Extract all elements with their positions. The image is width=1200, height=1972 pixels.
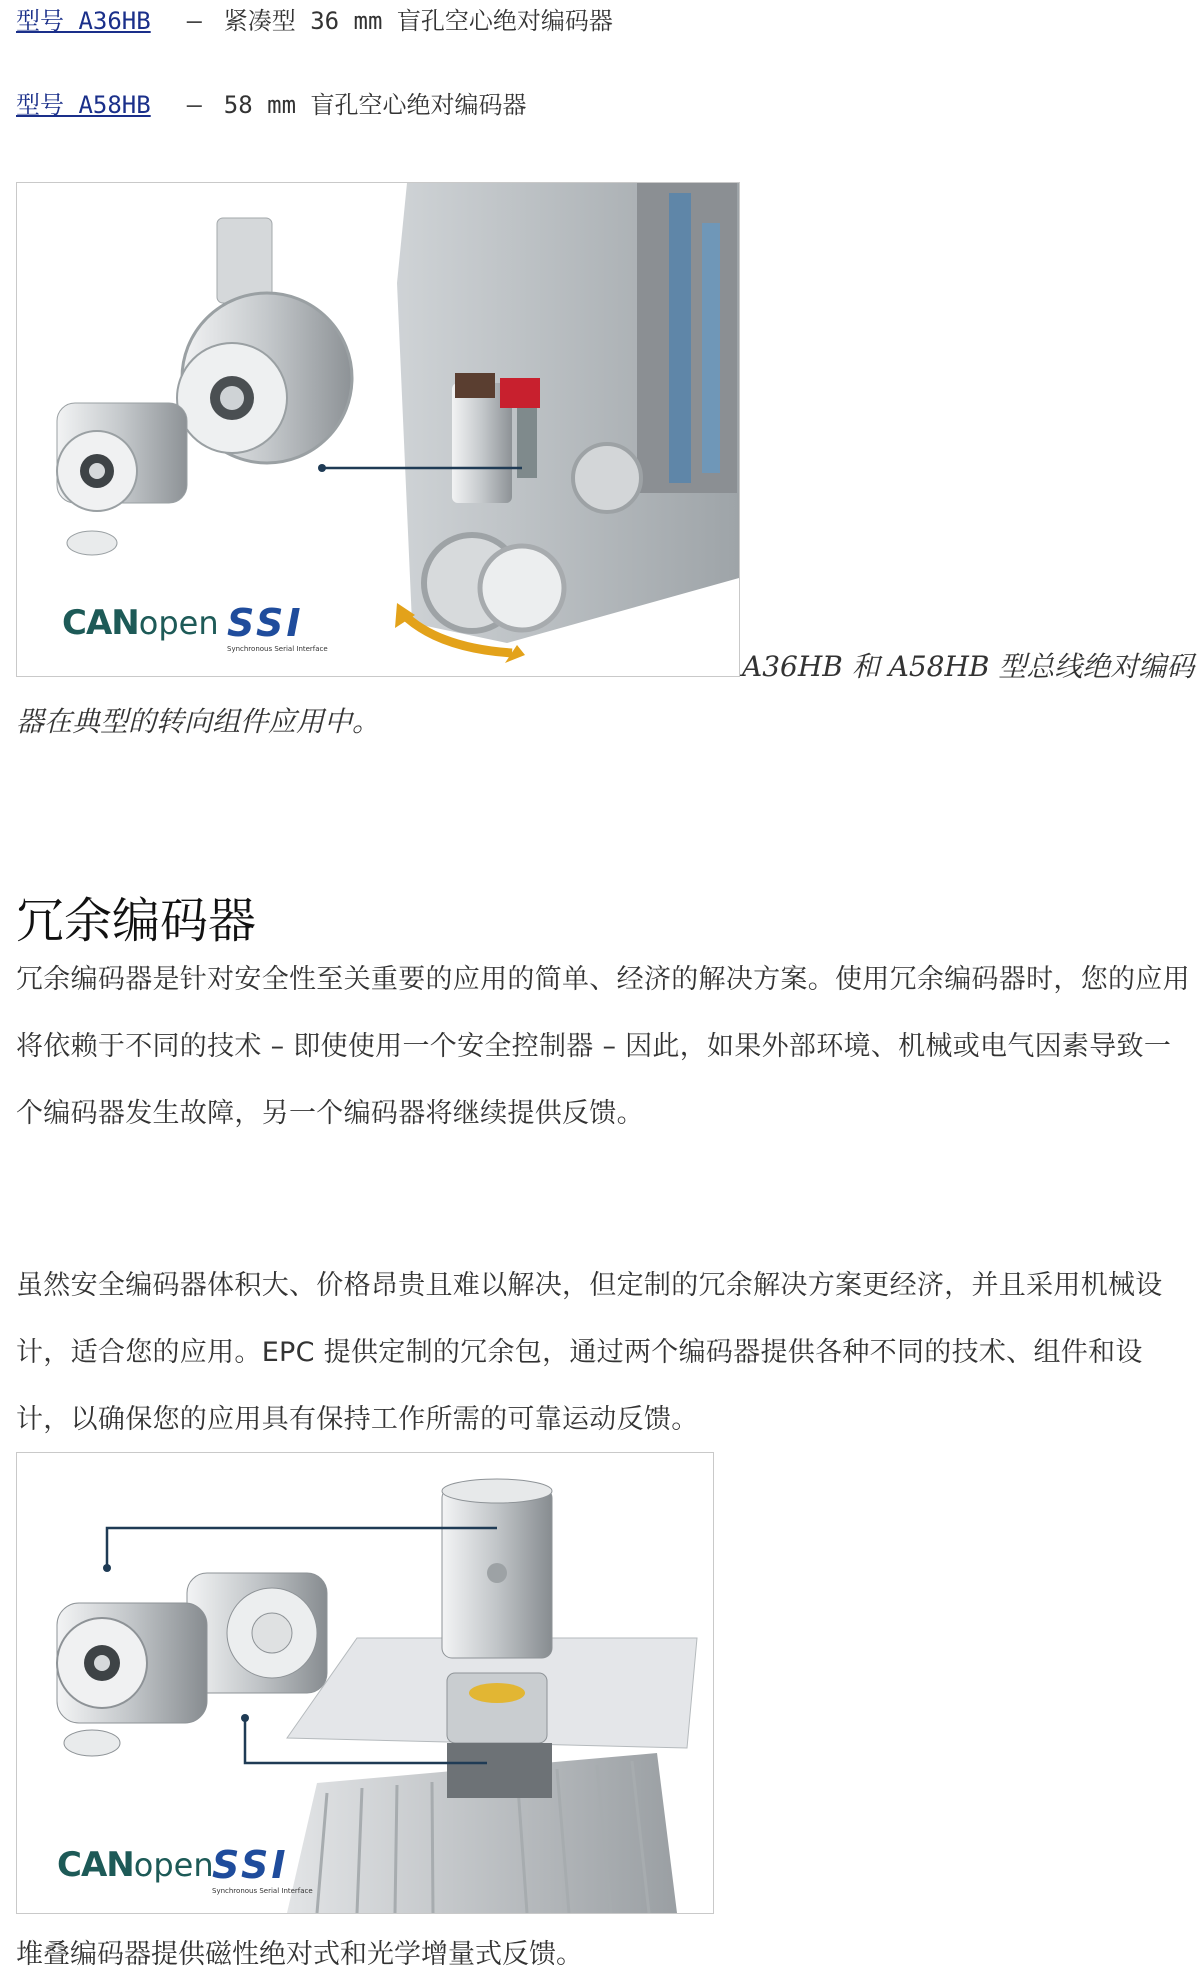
canopen-logo: CANopen [62, 603, 219, 643]
paragraph-redundant-intro: 冗余编码器是针对安全性至关重要的应用的简单、经济的解决方案。使用冗余编码器时，您的应用将依赖于不同的技术 – 即使使用一个安全控制器 – 因此，如果外部环境、机械或电气因素导致一个编码器发生故障，另一个编码器将继续提供反馈。 [16, 964, 1190, 1129]
machine-spring [669, 193, 691, 483]
model-line-a58hb: 型号 A58HB – 58 mm 盲孔空心绝对编码器 [16, 90, 527, 119]
wheel-right [480, 546, 564, 630]
ssi-logo: SSI Synchronous Serial Interface [227, 601, 328, 653]
model-line-a36hb: 型号 A36HB – 紧凑型 36 mm 盲孔空心绝对编码器 [16, 6, 613, 35]
bottom-encoder [447, 1743, 552, 1798]
section-title: 冗余编码器 [16, 893, 257, 949]
canopen-logo-2: CANopen [57, 1845, 214, 1885]
figure-stacked-encoders [16, 1452, 714, 1914]
figure-steering-assembly [16, 182, 740, 677]
paragraph-redundant-custom: 虽然安全编码器体积大、价格昂贵且难以解决，但定制的冗余解决方案更经济，并且采用机械设计，适合您的应用。EPC 提供定制的冗余包，通过两个编码器提供各种不同的技术、组件和设计，以确保您的应用具有保持工作所需的可靠运动反馈。 [16, 1270, 1163, 1435]
figure1-caption-line2: 器在典型的转向组件应用中。 [16, 705, 381, 738]
coupling-gold [469, 1683, 525, 1703]
model-link-a36hb[interactable]: 型号 A36HB [16, 7, 151, 35]
mounting-bracket [217, 218, 272, 303]
leader-line-top [107, 1528, 497, 1568]
model-desc-a58hb: 58 mm 盲孔空心绝对编码器 [223, 91, 527, 119]
figure1-caption-line1: A36HB 和 A58HB 型总线绝对编码 [742, 650, 1195, 683]
connector-red [500, 378, 540, 408]
ssi-logo-2: SSI Synchronous Serial Interface [212, 1843, 313, 1895]
figure2-caption: 堆叠编码器提供磁性绝对式和光学增量式反馈。 [16, 1939, 583, 1970]
model-desc-a36hb: 紧凑型 36 mm 盲孔空心绝对编码器 [223, 7, 613, 35]
model-link-a58hb[interactable]: 型号 A58HB [16, 91, 151, 119]
stacked-encoders-illustration [17, 1453, 713, 1913]
